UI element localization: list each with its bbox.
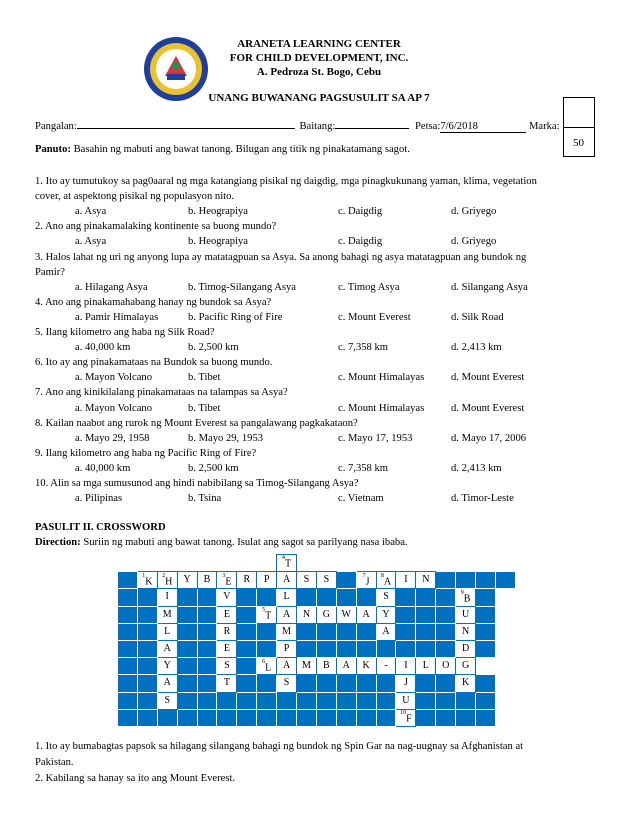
grid-blocked-cell (137, 658, 157, 675)
instructions (35, 144, 410, 155)
grid-answer-cell[interactable]: I (396, 572, 416, 589)
clue-number: 8 (380, 572, 384, 579)
answer-option[interactable]: b. Tsina (188, 493, 222, 505)
grid-blocked-cell (118, 709, 138, 726)
grid-blocked-cell (118, 589, 138, 606)
grid-blocked-cell (197, 675, 217, 692)
grid-blocked-cell (336, 675, 356, 692)
answer-option[interactable]: b. 2,500 km (188, 342, 239, 354)
clue-number: 10 (400, 710, 407, 717)
grid-blocked-cell (217, 709, 237, 726)
grid-blocked-cell (297, 589, 317, 606)
answer-option[interactable]: d. Griyego (451, 206, 497, 218)
question-text: 5. Ilang kilometro ang haba ng Silk Road? (35, 327, 215, 338)
grid-answer-cell[interactable]: N (456, 623, 476, 640)
grid-blocked-cell (416, 606, 436, 623)
grid-blocked-cell (137, 692, 157, 709)
grid-blocked-cell (436, 623, 456, 640)
grid-empty (217, 555, 237, 572)
grid-answer-cell[interactable]: M (157, 606, 177, 623)
grid-blocked-cell (118, 658, 138, 675)
school-address: A. Pedroza St. Bogo, Cebu (256, 66, 382, 78)
grid-blocked-cell (436, 692, 456, 709)
answer-option[interactable]: c. Mayo 17, 1953 (338, 432, 413, 444)
answer-option[interactable]: a. Mayo 29, 1958 (75, 432, 150, 444)
answer-option[interactable]: b. Heograpiya (188, 236, 249, 248)
question-text: 2. Ano ang pinakamalaking kontinente sa buong mundo? (35, 221, 277, 233)
question-text: 7. Ano ang kinikilalang pinakamataas na talampas sa Asya? (35, 387, 288, 399)
grid-answer-cell[interactable]: L (416, 658, 436, 675)
answer-option[interactable]: c. Daigdig (338, 206, 383, 218)
grid-empty (137, 555, 157, 572)
grid-blocked-cell (297, 692, 317, 709)
grid-empty (476, 555, 496, 572)
grid-blocked-cell (217, 692, 237, 709)
clue-number: 5 (262, 606, 266, 613)
grid-blocked-cell (476, 572, 496, 589)
grid-blocked-cell (376, 640, 396, 657)
score-label: Marka: (528, 121, 560, 132)
question-text: 6. Ito ay ang pinakamataas na Bundok sa buong mundo. (35, 357, 273, 369)
grid-blocked-cell (396, 589, 416, 606)
grid-blocked-cell (416, 675, 436, 692)
answer-option[interactable]: a. 40,000 km (75, 342, 131, 354)
grid-blocked-cell (237, 606, 257, 623)
grid-answer-cell[interactable]: $^{10}$F (396, 709, 416, 726)
grid-empty (356, 555, 376, 572)
grid-empty (237, 555, 257, 572)
grid-blocked-cell (118, 692, 138, 709)
score-divider (563, 127, 594, 128)
grid-answer-cell[interactable]: A (157, 640, 177, 657)
grid-blocked-cell (197, 692, 217, 709)
question-text: cover, at aspektong pisikal ng populasyon nito. (35, 191, 235, 203)
grid-blocked-cell (476, 675, 496, 692)
grid-blocked-cell (237, 692, 257, 709)
grid-blocked-cell (396, 640, 416, 657)
grid-blocked-cell (316, 640, 336, 657)
grid-blocked-cell (336, 589, 356, 606)
grid-blocked-cell (396, 606, 416, 623)
grid-blocked-cell (416, 623, 436, 640)
grid-blocked-cell (356, 640, 376, 657)
grid-answer-cell[interactable]: J (396, 675, 416, 692)
grid-blocked-cell (476, 709, 496, 726)
grid-blocked-cell (376, 709, 396, 726)
score-total: 50 (573, 137, 584, 149)
date-label: Petsa: (415, 121, 441, 132)
grid-answer-cell[interactable]: L (157, 623, 177, 640)
grid-blocked-cell (257, 640, 277, 657)
answer-option[interactable]: a. Hilagang Asya (75, 281, 148, 293)
grid-blocked-cell (336, 572, 356, 589)
grid-blocked-cell (416, 709, 436, 726)
grid-blocked-cell (197, 658, 217, 675)
grid-answer-cell[interactable]: A (356, 606, 376, 623)
grid-answer-cell[interactable]: I (157, 589, 177, 606)
grid-blocked-cell (436, 640, 456, 657)
grid-empty (495, 675, 515, 692)
answer-option[interactable]: a. Mayon Volcano (75, 402, 152, 414)
grade-field[interactable] (335, 118, 409, 129)
clue-number: 1 (142, 572, 146, 579)
grid-blocked-cell (237, 589, 257, 606)
grid-answer-cell[interactable]: S (277, 675, 297, 692)
grid-empty (297, 555, 317, 572)
answer-option[interactable]: d. Silk Road (451, 311, 504, 323)
info-line (35, 118, 560, 133)
grid-blocked-cell (257, 623, 277, 640)
grid-answer-cell[interactable]: I (396, 658, 416, 675)
grid-blocked-cell (456, 709, 476, 726)
grid-blocked-cell (476, 606, 496, 623)
grid-empty (495, 692, 515, 709)
grid-answer-cell[interactable]: U (396, 692, 416, 709)
grid-empty (495, 589, 515, 606)
grid-blocked-cell (297, 675, 317, 692)
question-text: 1. Ito ay tumutukoy sa pag0aaral ng mga katangiang pisikal ng daigdig, mga pinagkukunang yaman, klima, vegetation (35, 176, 537, 187)
grid-blocked-cell (257, 709, 277, 726)
grid-blocked-cell (436, 675, 456, 692)
grid-answer-cell[interactable]: $^5$T (257, 606, 277, 623)
grid-answer-cell[interactable]: E (217, 640, 237, 657)
grid-blocked-cell (456, 572, 476, 589)
grid-blocked-cell (237, 658, 257, 675)
grid-answer-cell[interactable]: B (197, 572, 217, 589)
question-text: 3. Halos lahat ng uri ng anyong lupa ay matatagpuan sa Asya. Sa anong bahagi ng asya matatagpuan ang bundok ng (35, 251, 527, 263)
grid-blocked-cell (476, 589, 496, 606)
grid-answer-cell[interactable]: A (376, 623, 396, 640)
question-text: 4. Ano ang pinakamahabang hanay ng bundok sa Asya? (35, 296, 272, 308)
answer-option[interactable]: d. 2,413 km (451, 342, 502, 354)
answer-option[interactable]: b. Tibet (188, 402, 221, 414)
grid-answer-cell[interactable]: S (217, 658, 237, 675)
grid-answer-cell[interactable]: M (277, 623, 297, 640)
grid-answer-cell[interactable]: R (217, 623, 237, 640)
answer-option[interactable]: d. 2,413 km (451, 462, 502, 474)
grid-answer-cell[interactable]: $^9$B (456, 589, 476, 606)
grid-answer-cell[interactable]: G (316, 606, 336, 623)
grid-answer-cell[interactable]: S (157, 692, 177, 709)
grid-answer-cell[interactable]: N (297, 606, 317, 623)
grid-blocked-cell (476, 640, 496, 657)
answer-option[interactable]: c. Mount Everest (338, 311, 411, 323)
grid-answer-cell[interactable]: T (217, 675, 237, 692)
grid-blocked-cell (118, 640, 138, 657)
grid-blocked-cell (416, 589, 436, 606)
grid-answer-cell[interactable]: W (336, 606, 356, 623)
grid-answer-cell[interactable]: O (436, 658, 456, 675)
grid-empty (118, 555, 138, 572)
question-text: 10. Alin sa mga sumusunod ang hindi nabibilang sa Timog-Silangang Asya? (35, 478, 359, 489)
grid-blocked-cell (257, 589, 277, 606)
grid-answer-cell[interactable]: P (257, 572, 277, 589)
grid-blocked-cell (316, 589, 336, 606)
grid-answer-cell[interactable]: G (456, 658, 476, 675)
answer-option[interactable]: a. Pilipinas (75, 493, 123, 505)
answer-option[interactable]: d. Mount Everest (451, 402, 525, 414)
grid-blocked-cell (436, 572, 456, 589)
grid-answer-cell[interactable]: E (217, 606, 237, 623)
grid-empty (495, 555, 515, 572)
grid-blocked-cell (177, 709, 197, 726)
date-field[interactable] (440, 121, 526, 133)
grid-answer-cell[interactable]: S (316, 572, 336, 589)
answer-option[interactable]: b. 2,500 km (188, 462, 239, 474)
grid-blocked-cell (495, 572, 515, 589)
grid-answer-cell[interactable]: S (297, 572, 317, 589)
question-text: 8. Kailan naabot ang rurok ng Mount Everest sa pangalawang pagkakataon? (35, 417, 358, 429)
grid-blocked-cell (316, 623, 336, 640)
answer-option[interactable]: b. Pacific Ring of Fire (188, 311, 283, 323)
grid-answer-cell[interactable]: $^8$A (376, 572, 396, 589)
grid-blocked-cell (177, 589, 197, 606)
school-name-line2: FOR CHILD DEVELOPMENT, INC. (229, 52, 409, 64)
grid-blocked-cell (177, 692, 197, 709)
grid-empty (257, 555, 277, 572)
grid-answer-cell[interactable]: P (277, 640, 297, 657)
grid-blocked-cell (436, 606, 456, 623)
answer-option[interactable]: c. Mount Himalayas (338, 402, 425, 414)
grid-empty (197, 555, 217, 572)
answer-option[interactable]: a. Mayon Volcano (75, 372, 152, 384)
answer-option[interactable]: a. 40,000 km (75, 462, 131, 474)
grid-blocked-cell (476, 623, 496, 640)
grid-empty (495, 640, 515, 657)
grade-label: Baitang: (299, 121, 336, 132)
grid-blocked-cell (376, 675, 396, 692)
grid-answer-cell[interactable]: A (277, 606, 297, 623)
grid-blocked-cell (277, 709, 297, 726)
grid-blocked-cell (316, 709, 336, 726)
grid-blocked-cell (197, 709, 217, 726)
grid-blocked-cell (316, 675, 336, 692)
answer-option[interactable]: b. Heograpiya (188, 206, 249, 218)
grid-empty (495, 606, 515, 623)
grid-blocked-cell (137, 623, 157, 640)
grid-empty (376, 555, 396, 572)
grid-answer-cell[interactable]: U (456, 606, 476, 623)
answer-option[interactable]: c. Daigdig (338, 236, 383, 248)
answer-option[interactable]: d. Mount Everest (451, 372, 525, 384)
answer-option[interactable]: d. Griyego (451, 236, 497, 248)
grid-blocked-cell (376, 692, 396, 709)
clue-number: 2 (162, 572, 166, 579)
grid-empty (495, 709, 515, 726)
grid-empty (436, 555, 456, 572)
grid-answer-cell[interactable]: Y (376, 606, 396, 623)
grid-blocked-cell (237, 640, 257, 657)
crossword-grid (117, 554, 516, 727)
grid-answer-cell[interactable]: S (376, 589, 396, 606)
question-text: 9. Ilang kilometro ang haba ng Pacific Ring of Fire? (35, 447, 257, 459)
grid-blocked-cell (336, 623, 356, 640)
grid-answer-cell[interactable]: A (277, 658, 297, 675)
grid-blocked-cell (356, 623, 376, 640)
grid-blocked-cell (237, 623, 257, 640)
grid-blocked-cell (257, 675, 277, 692)
name-label: Pangalan: (35, 121, 77, 132)
grid-answer-cell[interactable]: A (277, 572, 297, 589)
grid-answer-cell[interactable]: $^3$E (217, 572, 237, 589)
grid-blocked-cell (316, 692, 336, 709)
grid-empty (416, 555, 436, 572)
grid-blocked-cell (118, 572, 138, 589)
grid-blocked-cell (476, 692, 496, 709)
answer-option[interactable]: d. Mayo 17, 2006 (451, 432, 527, 444)
clue-number: 9 (460, 589, 464, 596)
grid-answer-cell[interactable]: Y (177, 572, 197, 589)
grid-answer-cell[interactable]: $^1$K (137, 572, 157, 589)
grid-answer-cell[interactable]: B (316, 658, 336, 675)
grid-blocked-cell (336, 640, 356, 657)
direction-text: Suriin ng mabuti ang bawat tanong. Isulat ang sagot sa parilyang nasa ibaba. (83, 537, 408, 548)
grid-blocked-cell (436, 709, 456, 726)
answer-option[interactable]: b. Timog-Silangang Asya (188, 281, 297, 293)
grid-answer-cell[interactable]: $^7$J (356, 572, 376, 589)
grid-blocked-cell (157, 709, 177, 726)
answer-option[interactable]: c. Mount Himalayas (338, 372, 425, 384)
question-text: Pamir? (35, 266, 66, 278)
grid-blocked-cell (336, 692, 356, 709)
grid-blocked-cell (277, 692, 297, 709)
answer-option[interactable]: b. Mayo 29, 1953 (188, 432, 264, 444)
answer-option[interactable]: d. Timor-Leste (451, 493, 514, 505)
direction-label: Direction: (35, 537, 81, 548)
clue-number: 4 (282, 555, 286, 562)
grid-blocked-cell (416, 640, 436, 657)
grid-blocked-cell (297, 623, 317, 640)
grid-answer-cell[interactable]: $^6$L (257, 658, 277, 675)
grid-blocked-cell (137, 709, 157, 726)
grid-blocked-cell (197, 589, 217, 606)
grid-blocked-cell (137, 675, 157, 692)
grid-answer-cell[interactable]: M (297, 658, 317, 675)
grid-blocked-cell (336, 709, 356, 726)
grid-empty (157, 555, 177, 572)
clue-line: 2. Kabilang sa hanay sa ito ang Mount Everest. (35, 773, 236, 784)
grid-blocked-cell (177, 658, 197, 675)
grid-blocked-cell (257, 692, 277, 709)
answer-option[interactable]: d. Silangang Asya (451, 281, 528, 293)
grid-answer-cell[interactable]: Y (157, 658, 177, 675)
clue-line: 1. Ito ay bumabagtas papsok sa hilagang silangang bahagi ng bundok ng Spin Gar na nag-uugnay sa Afghanistan at (35, 741, 524, 752)
clue-line: Pakistan. (35, 757, 74, 768)
grid-answer-cell[interactable]: K (356, 658, 376, 675)
answer-option[interactable]: c. Timog Asya (338, 281, 400, 293)
grid-answer-cell[interactable]: A (336, 658, 356, 675)
grid-blocked-cell (396, 623, 416, 640)
answer-option[interactable]: c. 7,358 km (338, 462, 389, 474)
grid-answer-cell[interactable]: K (456, 675, 476, 692)
grid-blocked-cell (137, 640, 157, 657)
grid-blocked-cell (118, 606, 138, 623)
instructions-text: Basahin ng mabuti ang bawat tanong. Bilugan ang titik ng pinakatamang sagot. (73, 144, 410, 155)
grid-blocked-cell (137, 606, 157, 623)
answer-option[interactable]: a. Asya (75, 236, 107, 248)
grid-blocked-cell (297, 709, 317, 726)
grid-blocked-cell (177, 640, 197, 657)
date-value: 7/6/2018 (440, 121, 478, 132)
clue-number: 3 (222, 572, 226, 579)
grid-blocked-cell (177, 606, 197, 623)
part2-title: PASULIT II. CROSSWORD (35, 522, 166, 533)
instructions-label: Panuto: (35, 144, 71, 155)
grid-answer-cell[interactable]: - (376, 658, 396, 675)
grid-empty (476, 658, 496, 675)
grid-answer-cell[interactable]: $^4$T (277, 555, 297, 572)
grid-blocked-cell (197, 623, 217, 640)
grid-answer-cell[interactable]: R (237, 572, 257, 589)
clue-number: 6 (262, 658, 266, 665)
grid-empty (495, 658, 515, 675)
grid-blocked-cell (237, 675, 257, 692)
grid-blocked-cell (118, 675, 138, 692)
grid-blocked-cell (356, 709, 376, 726)
answer-option[interactable]: a. Asya (75, 206, 107, 218)
grid-blocked-cell (416, 692, 436, 709)
grid-blocked-cell (177, 623, 197, 640)
answer-option[interactable]: b. Tibet (188, 372, 221, 384)
grid-answer-cell[interactable]: V (217, 589, 237, 606)
exam-title: UNANG BUWANANG PAGSUSULIT SA AP 7 (208, 92, 430, 104)
answer-option[interactable]: c. 7,358 km (338, 342, 389, 354)
grid-blocked-cell (197, 606, 217, 623)
grid-empty (456, 555, 476, 572)
grid-empty (396, 555, 416, 572)
grid-blocked-cell (356, 692, 376, 709)
grid-empty (177, 555, 197, 572)
grid-blocked-cell (177, 675, 197, 692)
answer-option[interactable]: a. Pamir Himalayas (75, 311, 159, 323)
grid-answer-cell[interactable]: A (157, 675, 177, 692)
school-name: ARANETA LEARNING CENTER (237, 38, 401, 50)
grid-answer-cell[interactable]: N (416, 572, 436, 589)
grid-blocked-cell (456, 692, 476, 709)
grid-blocked-cell (197, 640, 217, 657)
name-field[interactable] (77, 118, 295, 129)
grid-answer-cell[interactable]: D (456, 640, 476, 657)
grid-blocked-cell (436, 589, 456, 606)
grid-empty (336, 555, 356, 572)
part2-direction (35, 537, 408, 548)
clue-number: 7 (362, 572, 366, 579)
grid-answer-cell[interactable]: L (277, 589, 297, 606)
grid-blocked-cell (137, 589, 157, 606)
answer-option[interactable]: c. Vietnam (338, 493, 384, 505)
grid-answer-cell[interactable]: $^2$H (157, 572, 177, 589)
grid-empty (316, 555, 336, 572)
grid-blocked-cell (118, 623, 138, 640)
grid-blocked-cell (297, 640, 317, 657)
grid-blocked-cell (356, 675, 376, 692)
grid-blocked-cell (356, 589, 376, 606)
grid-empty (495, 623, 515, 640)
grid-blocked-cell (237, 709, 257, 726)
